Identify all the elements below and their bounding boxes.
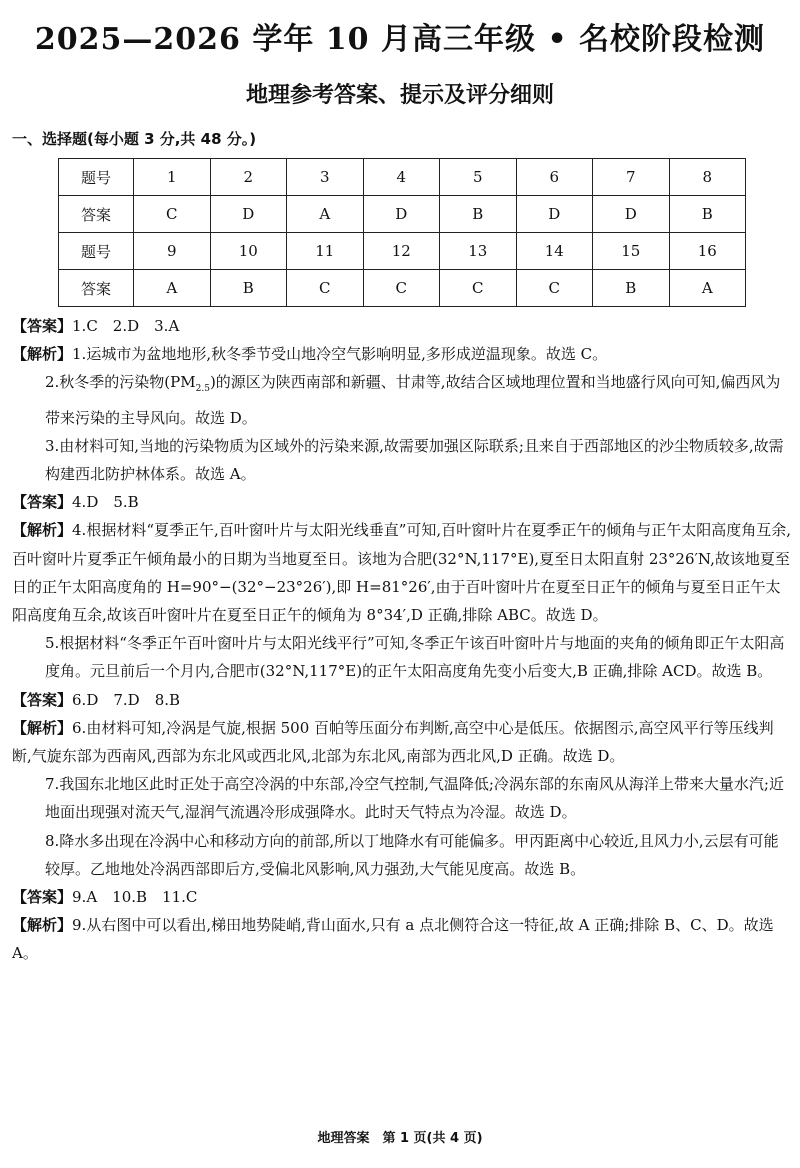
table-cell: A — [287, 196, 364, 233]
section-heading: 一、选择题(每小题 3 分,共 48 分。) — [12, 130, 257, 148]
analysis-text: 4.根据材料“夏季正午,百叶窗叶片与太阳光线垂直”可知,百叶窗叶片在夏季正午的倾角与正午太阳高度角互余,百叶窗叶片夏季正午倾角最小的日期为当地夏至日。该地为合肥(32°N,117°E),夏至日太阳直射 23°26′N,故该地夏至日的正午太阳高度角的 H=90°−(32°−23°26′),即 H=81°26′,由于百叶窗叶片在夏至日正午的倾角与夏至日正午太阳高度角互余,故该百叶窗叶片在夏至日正午的倾角为 8°34′,D 正确,排除 ABC。故选 D。 — [12, 521, 791, 625]
table-cell: 4 — [363, 159, 440, 196]
answer-label: 【答案】 — [12, 888, 73, 907]
answer-line — [12, 686, 792, 714]
analysis-para — [12, 911, 792, 967]
table-cell: 11 — [287, 233, 364, 270]
table-cell: D — [516, 196, 593, 233]
table-cell: 8 — [669, 159, 746, 196]
table-cell: D — [593, 196, 670, 233]
table-cell: D — [363, 196, 440, 233]
analysis-label: 【解析】 — [12, 916, 73, 935]
table-cell: 2 — [210, 159, 287, 196]
answer-label: 【答案】 — [12, 690, 73, 709]
table-cell: C — [440, 270, 517, 307]
table-cell: A — [134, 270, 211, 307]
analysis-para: 7.我国东北地区此时正处于高空冷涡的中东部,冷空气控制,气温降低;冷涡东部的东南风从海洋上带来大量水汽;近地面出现强对流天气,湿润气流遇冷形成强降水。此时天气特点为冷湿。故选 D。 — [45, 775, 784, 822]
row-label: 题号 — [59, 159, 134, 196]
table-cell: 3 — [287, 159, 364, 196]
answer-text: 4.D 5.B — [72, 493, 139, 512]
answer-explanations — [12, 312, 792, 968]
table-row — [59, 159, 746, 196]
analysis-para: 3.由材料可知,当地的污染物质为区域外的污染来源,故需要加强区际联系;且来自于西部地区的沙尘物质较多,故需构建西北防护林体系。故选 A。 — [45, 436, 784, 484]
table-cell: A — [669, 270, 746, 307]
page-title: 2025—2026 学年 10 月高三年级 • 名校阶段检测 — [34, 22, 766, 57]
answer-label: 【答案】 — [12, 493, 73, 512]
table-cell: B — [669, 196, 746, 233]
row-label: 题号 — [59, 233, 134, 270]
table-cell: B — [440, 196, 517, 233]
row-label: 答案 — [59, 270, 134, 307]
table-cell: C — [134, 196, 211, 233]
table-row — [59, 233, 746, 270]
table-cell: 12 — [363, 233, 440, 270]
table-cell: 5 — [440, 159, 517, 196]
answer-label: 【答案】 — [12, 317, 73, 335]
analysis-para — [12, 340, 792, 368]
table-cell: 16 — [669, 233, 746, 270]
analysis-para — [12, 714, 792, 770]
table-cell: 6 — [516, 159, 593, 196]
answer-text: 9.A 10.B 11.C — [72, 888, 198, 907]
answer-line — [12, 312, 792, 340]
answer-text: 6.D 7.D 8.B — [72, 690, 181, 709]
analysis-para: 8.降水多出现在冷涡中心和移动方向的前部,所以丁地降水有可能偏多。甲丙距离中心较近,且风力小,云层有可能较厚。乙地地处冷涡西部即后方,受偏北风影响,风力强劲,大气能见度高。故选 B。 — [45, 831, 779, 878]
page-footer: 地理答案 第 1 页(共 4 页) — [317, 1131, 483, 1146]
answer-text: 1.C 2.D 3.A — [72, 317, 180, 335]
analysis-para: 2.秋冬季的污染物$(PM_{2.5})$的源区为陕西南部和新疆、甘肃等,故结合区域地理位置和当地盛行风向可知,偏西风为带来污染的主导风向。故选 D。 — [45, 373, 781, 427]
table-cell: B — [210, 270, 287, 307]
analysis-para — [12, 516, 792, 629]
answer-line — [12, 488, 792, 516]
table-cell: 9 — [134, 233, 211, 270]
analysis-text: 1.运城市为盆地地形,秋冬季节受山地冷空气影响明显,多形成逆温现象。故选 C。 — [72, 345, 608, 364]
analysis-text: 9.从右图中可以看出,梯田地势陡峭,背山面水,只有 a 点北侧符合这一特征,故 A 正确;排除 B、C、D。故选 A。 — [12, 916, 774, 963]
table-row — [59, 196, 746, 233]
table-row — [59, 270, 746, 307]
table-cell: 15 — [593, 233, 670, 270]
table-cell: 13 — [440, 233, 517, 270]
table-cell: D — [210, 196, 287, 233]
table-cell: 1 — [134, 159, 211, 196]
table-cell: C — [363, 270, 440, 307]
page-subtitle: 地理参考答案、提示及评分细则 — [245, 83, 554, 108]
table-cell: 10 — [210, 233, 287, 270]
table-cell: B — [593, 270, 670, 307]
row-label: 答案 — [59, 196, 134, 233]
analysis-label: 【解析】 — [12, 345, 73, 364]
analysis-text: 6.由材料可知,冷涡是气旋,根据 500 百帕等压面分布判断,高空中心是低压。依据图示,高空风平行等压线判断,气旋东部为西南风,西部为东北风或西北风,北部为东北风,南部为西北风,D 正确。故选 D。 — [12, 718, 774, 766]
analysis-para: 5.根据材料“冬季正午百叶窗叶片与太阳光线平行”可知,冬季正午该百叶窗叶片与地面的夹角的倾角即正午太阳高度角。元旦前后一个月内,合肥市(32°N,117°E)的正午太阳高度角先变小后变大,B 正确,排除 ACD。故选 B。 — [45, 634, 785, 681]
table-cell: 7 — [593, 159, 670, 196]
analysis-label: 【解析】 — [12, 718, 73, 737]
table-cell: C — [287, 270, 364, 307]
answer-line — [12, 883, 792, 911]
answer-table — [58, 158, 746, 307]
table-cell: 14 — [516, 233, 593, 270]
analysis-label: 【解析】 — [12, 521, 73, 540]
table-cell: C — [516, 270, 593, 307]
